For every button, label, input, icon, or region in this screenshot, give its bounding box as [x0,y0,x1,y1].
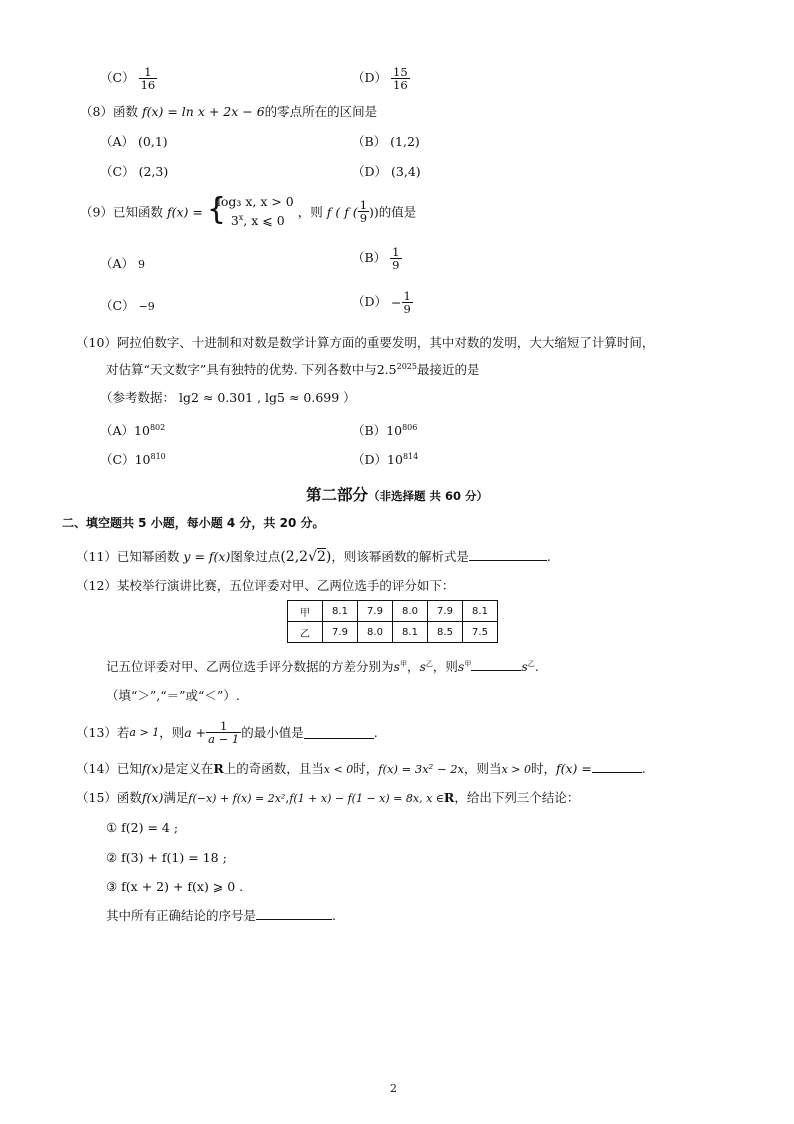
period: . [373,725,378,741]
stem-text: 满足 [163,790,189,805]
option-label: （D） [352,164,388,179]
stem-text: 的值是 [378,204,417,220]
part-two-title [0,483,794,505]
table-cell: 8.0 [393,601,428,622]
table-cell: 7.5 [463,622,498,643]
variance-symbol: s [393,659,400,674]
question-number: （9） [80,204,113,220]
stem-text: 函数 [112,104,138,119]
option-label: （D） [352,452,388,468]
subscript: 乙 [425,659,433,668]
math-expression: x < 0 [323,763,354,776]
radicand: 2 [317,549,326,565]
denominator: 16 [140,78,156,93]
q10-line2 [106,362,480,377]
math-expression: f(x) = [166,204,203,220]
q12-instruction: （填“＞”,“＝”或“＜”）. [106,688,240,703]
q14-stem [76,760,646,777]
stem-text: 时， [530,761,556,776]
point-text: ) [325,549,332,565]
stem-text: 已知幂函数 [116,549,180,564]
q8-stem [80,104,377,119]
math-expression: a + [184,725,207,741]
table-cell: 8.1 [393,622,428,643]
answer-blank[interactable] [304,726,374,739]
q10-option-d [352,452,418,467]
piece-condition: , x ⩽ 0 [243,212,285,228]
stem-text: ，则该幂函数的解析式是 [331,549,469,564]
subscript: 甲 [464,659,472,668]
math-expression: f(−x) + f(x) = 2x² [188,792,286,805]
stem-text: ，给出下列三个结论： [454,790,580,805]
option-label: （C） [100,164,135,179]
table-row [288,622,498,643]
option-value: (0,1) [138,134,168,149]
question-number: （12） [76,578,117,593]
stem-text: 其中所有正确结论的序号是 [106,908,257,923]
math-expression: f(x) = ln x + 2x − 6 [141,104,265,119]
table-cell: 8.0 [358,622,393,643]
question-number: （11） [76,549,117,564]
q9-option-b [352,246,402,271]
math-expression: a > 1 [129,725,160,739]
base: 10 [134,423,150,439]
exponent: 2025 [396,362,417,371]
question-number: （15） [76,790,117,805]
math-expression: f ( f ( [326,204,358,220]
q7-option-d [352,66,410,91]
exponent: 802 [149,423,166,432]
q10-option-c [100,452,166,467]
stem-text: 上的奇函数，且当 [223,761,324,776]
variance-symbol: s [457,659,465,674]
q13-stem [76,720,378,745]
answer-blank[interactable] [592,760,642,773]
stem-text: 已知函数 [112,204,163,220]
answer-blank[interactable] [469,548,547,561]
option-label: （D） [352,294,388,310]
denominator: 9 [392,258,400,273]
exponent: 806 [402,423,418,432]
q8-option-d [352,164,421,179]
real-numbers-symbol: R [443,790,455,805]
math-expression: f(x) [141,761,164,776]
base: 10 [386,423,403,439]
stem-text: 的零点所在的区间是 [264,104,378,119]
answer-blank[interactable] [256,907,332,920]
q15-question [106,907,336,923]
q9-option-d [352,290,413,315]
variance-symbol: s [419,659,426,674]
stem-text: 已知 [116,761,142,776]
option-value: (3,4) [391,164,421,179]
fraction [139,66,158,91]
q8-option-b [352,134,420,149]
page-number: 2 [390,1082,397,1095]
numerator: 1 [392,245,400,259]
q9-option-c [100,298,155,313]
stem-text: 记五位评委对甲、乙两位选手评分数据的方差分别为 [106,659,394,674]
option-label: （D） [352,70,388,86]
fraction [391,66,410,91]
period: . [641,761,646,776]
stem-text: ，则 [159,725,185,741]
base: 2.5 [376,362,397,378]
table-cell: 8.1 [323,601,358,622]
table-cell: 7.9 [358,601,393,622]
stem-text: 函数 [116,790,142,805]
numerator: 1 [206,720,241,733]
point-text: (2,2 [280,549,309,565]
option-value: (2,3) [138,164,169,179]
q10-line1 [76,335,654,350]
numerator: 1 [403,289,411,303]
real-numbers-symbol: R [213,761,224,776]
math-expression: )) [369,204,379,220]
numerator: 1 [139,66,158,79]
option-label: （B） [352,423,387,439]
subscript: 乙 [527,659,535,668]
q15-conclusion-2: ② f(3) + f(1) = 18 ; [106,850,227,865]
math-expression: f(x) [141,790,164,805]
answer-blank[interactable] [471,658,521,671]
q9-stem [80,193,416,231]
math-expression: x > 0 [501,763,531,776]
option-label: （A） [100,423,135,439]
period: . [546,549,551,564]
q11-stem [76,548,551,566]
stem-text: 最接近的是 [416,362,480,378]
option-label: （C） [100,70,135,86]
subscript: 甲 [399,659,407,668]
fraction [358,199,369,224]
q9-option-a [100,256,145,271]
piecewise-definition [207,193,294,231]
sqrt-symbol: √ [308,549,317,565]
q8-option-c [100,164,168,179]
stem-text: 阿拉伯数字、十进制和对数是数学计算方面的重要发明，其中对数的发明，大大缩短了计算时间， [116,335,655,350]
period: . [332,908,336,923]
part-title: 第二部分 [305,486,368,504]
exponent: x [238,212,244,222]
separator: , [285,790,290,805]
math-expression: f(1 + x) − f(1 − x) = 8x, x ∈ [289,792,444,805]
option-label: （C） [100,452,135,468]
fraction [206,720,241,745]
table-cell: 8.5 [428,622,463,643]
table-cell: 7.9 [428,601,463,622]
part-subtitle: （非选择题 共 60 分） [368,489,489,503]
score-table [287,600,498,643]
q10-option-a [100,423,165,438]
q10-reference-data: （参考数据： lg2 ≈ 0.301 , lg5 ≈ 0.699 ） [100,390,356,405]
option-label: （B） [352,134,387,149]
q15-conclusion-1: ① f(2) = 4 ; [106,820,179,835]
question-number: （13） [76,725,117,741]
stem-text: 是定义在 [163,761,214,776]
denominator: a − 1 [208,732,240,747]
point-coordinates [280,548,331,565]
math-expression: y = f(x) [183,549,231,564]
period: . [534,659,539,674]
table-row [288,601,498,622]
option-label: （C） [100,298,135,313]
fraction [402,290,413,315]
numerator: 15 [393,65,408,79]
denominator: 9 [403,302,411,317]
q12-variance-line [106,658,539,674]
q12-stem [76,578,454,593]
table-cell: 8.1 [463,601,498,622]
q10-option-b [352,423,417,438]
stem-text: 图象过点 [230,549,281,564]
question-number: （8） [80,104,113,119]
question-number: （14） [76,761,117,776]
stem-text: 某校举行演讲比赛，五位评委对甲、乙两位选手的评分如下： [116,578,455,593]
fraction [390,246,401,271]
stem-text: ，则当 [464,761,502,776]
exponent: 810 [150,452,166,461]
math-expression: f(x) = [556,761,592,776]
option-value: (1,2) [390,134,420,149]
separator: ， [406,659,420,674]
q15-stem [76,790,579,805]
option-label: （A） [100,256,135,271]
stem-text: ，则 [297,204,323,220]
base: 3 [230,212,239,228]
table-cell: 甲 [288,601,323,622]
denominator: 9 [359,211,368,226]
base: 10 [387,452,403,468]
numerator: 1 [359,198,368,213]
table-cell: 7.9 [323,622,358,643]
question-number: （10） [76,335,117,350]
stem-text: 时， [353,761,379,776]
q7-option-c [100,66,157,91]
q15-conclusion-3: ③ f(x + 2) + f(x) ⩾ 0 . [106,879,244,894]
q8-option-a [100,134,168,149]
option-value: 9 [138,258,146,271]
brace-symbol: { [206,192,226,227]
section-heading: 二、填空题共 5 小题，每小题 4 分，共 20 分。 [62,516,325,530]
stem-text: 若 [116,725,130,741]
option-label: （A） [100,134,135,149]
option-value: −9 [138,300,155,313]
stem-text: 的最小值是 [241,725,304,741]
minus-sign: − [391,295,402,311]
table-cell: 乙 [288,622,323,643]
piece-line: log₃ x, x > 0 [216,194,294,209]
stem-text: 对估算“天文数字”具有独特的优势. 下列各数中与 [106,362,377,378]
piece-line [217,212,294,231]
variance-symbol: s [521,659,528,674]
base: 10 [134,452,151,468]
stem-text: ，则 [432,659,458,674]
math-expression: f(x) = 3x² − 2x [378,762,465,776]
option-label: （B） [352,250,387,266]
denominator: 16 [393,78,408,93]
exponent: 814 [402,452,419,461]
